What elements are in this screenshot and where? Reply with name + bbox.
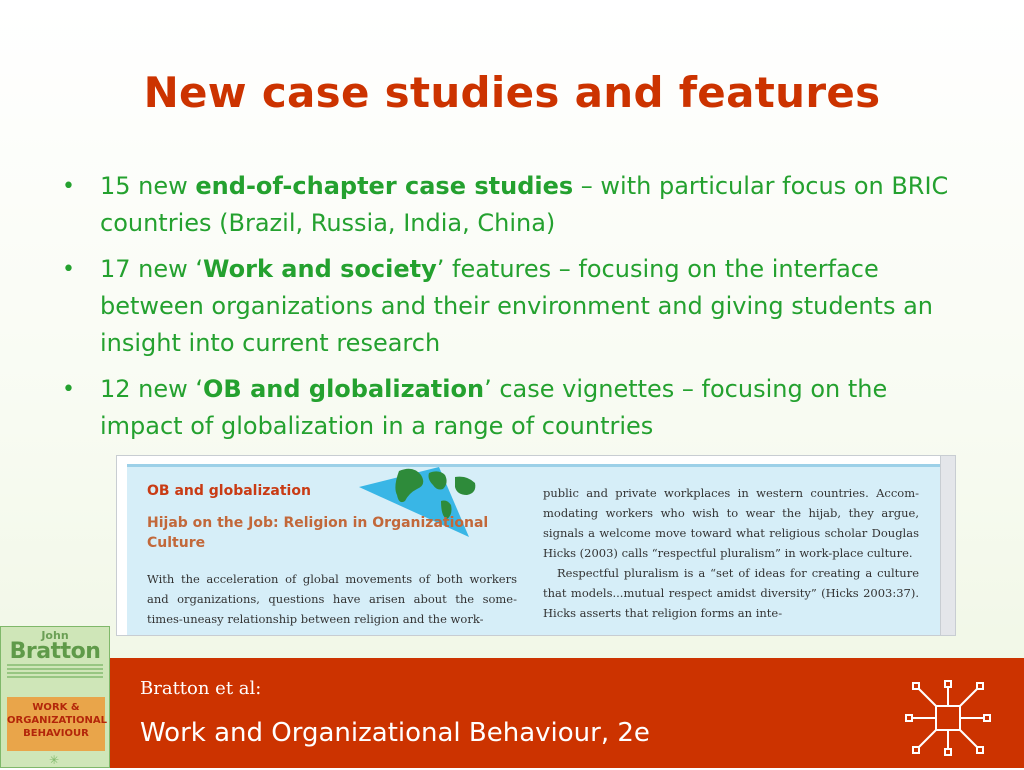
- network-node-icon: [902, 678, 994, 770]
- footer-book-title: Work and Organizational Behaviour, 2e: [140, 718, 650, 748]
- cover-title-line: WORK &: [32, 702, 80, 713]
- book-excerpt-image: [116, 455, 956, 636]
- excerpt-scrollbar: [940, 456, 955, 635]
- excerpt-left-body: With the acceleration of global movements of both workers and organizations, questions have arisen about the some-times-uneasy relationship between religion and the work-: [147, 572, 517, 626]
- cover-author-first-name: John: [41, 629, 69, 642]
- excerpt-kicker: OB and globalization: [147, 483, 311, 499]
- bullet-item: [62, 168, 962, 242]
- excerpt-right-column: [543, 483, 919, 623]
- cover-title-line: BEHAVIOUR: [23, 728, 89, 739]
- bullet-text-post: ’ case vignettes – focusing on the impact of globalization in a range of countries: [100, 375, 888, 440]
- bullet-text-pre: 12 new ‘: [100, 375, 204, 403]
- bullet-dot-icon: •: [62, 377, 75, 402]
- cover-sun-icon: ✳: [49, 753, 60, 767]
- bullet-item: [62, 251, 962, 362]
- excerpt-right-para-2: Respectful pluralism is a “set of ideas for creating a culture that models...mutual respect amidst diversity” (Hicks 2003:37). Hicks asserts that religion forms an inte-: [543, 566, 919, 620]
- excerpt-page: [127, 464, 941, 635]
- bullet-dot-icon: •: [62, 257, 75, 282]
- bullet-list: [62, 168, 962, 454]
- footer-authors: Bratton et al:: [140, 678, 262, 699]
- bullet-dot-icon: •: [62, 174, 75, 199]
- bullet-text-bold: end-of-chapter case studies: [195, 172, 574, 200]
- bullet-text-post: ’ features – focusing on the interface between organizations and their environment and giving students an insight into current research: [100, 255, 934, 357]
- bullet-text-bold: Work and society: [203, 255, 437, 283]
- bullet-text-post: – with particular focus on BRIC countries (Brazil, Russia, India, China): [100, 172, 949, 237]
- footer-bar: [0, 658, 1024, 768]
- bullet-text-pre: 15 new: [100, 172, 196, 200]
- slide-title: New case studies and features: [143, 68, 881, 117]
- excerpt-heading: Hijab on the Job: Religion in Organizational Culture: [147, 515, 489, 551]
- bullet-text-bold: OB and globalization: [203, 375, 485, 403]
- cover-title-line: ORGANIZATIONAL: [7, 715, 107, 726]
- bullet-item: [62, 371, 962, 445]
- cover-title-box: [7, 697, 105, 751]
- excerpt-right-para-1: public and private workplaces in western countries. Accom-modating workers who wish to wear the hijab, they argue, signals a welcome move toward what religious scholar Douglas Hicks (2003) calls “respectful pluralism” in work-place culture.: [543, 486, 919, 560]
- cover-author-surname: Bratton: [9, 639, 101, 664]
- bullet-text-pre: 17 new ‘: [100, 255, 204, 283]
- cover-coauthor-lines: [7, 664, 103, 680]
- book-cover-image: [0, 626, 110, 768]
- excerpt-left-column: [147, 483, 517, 629]
